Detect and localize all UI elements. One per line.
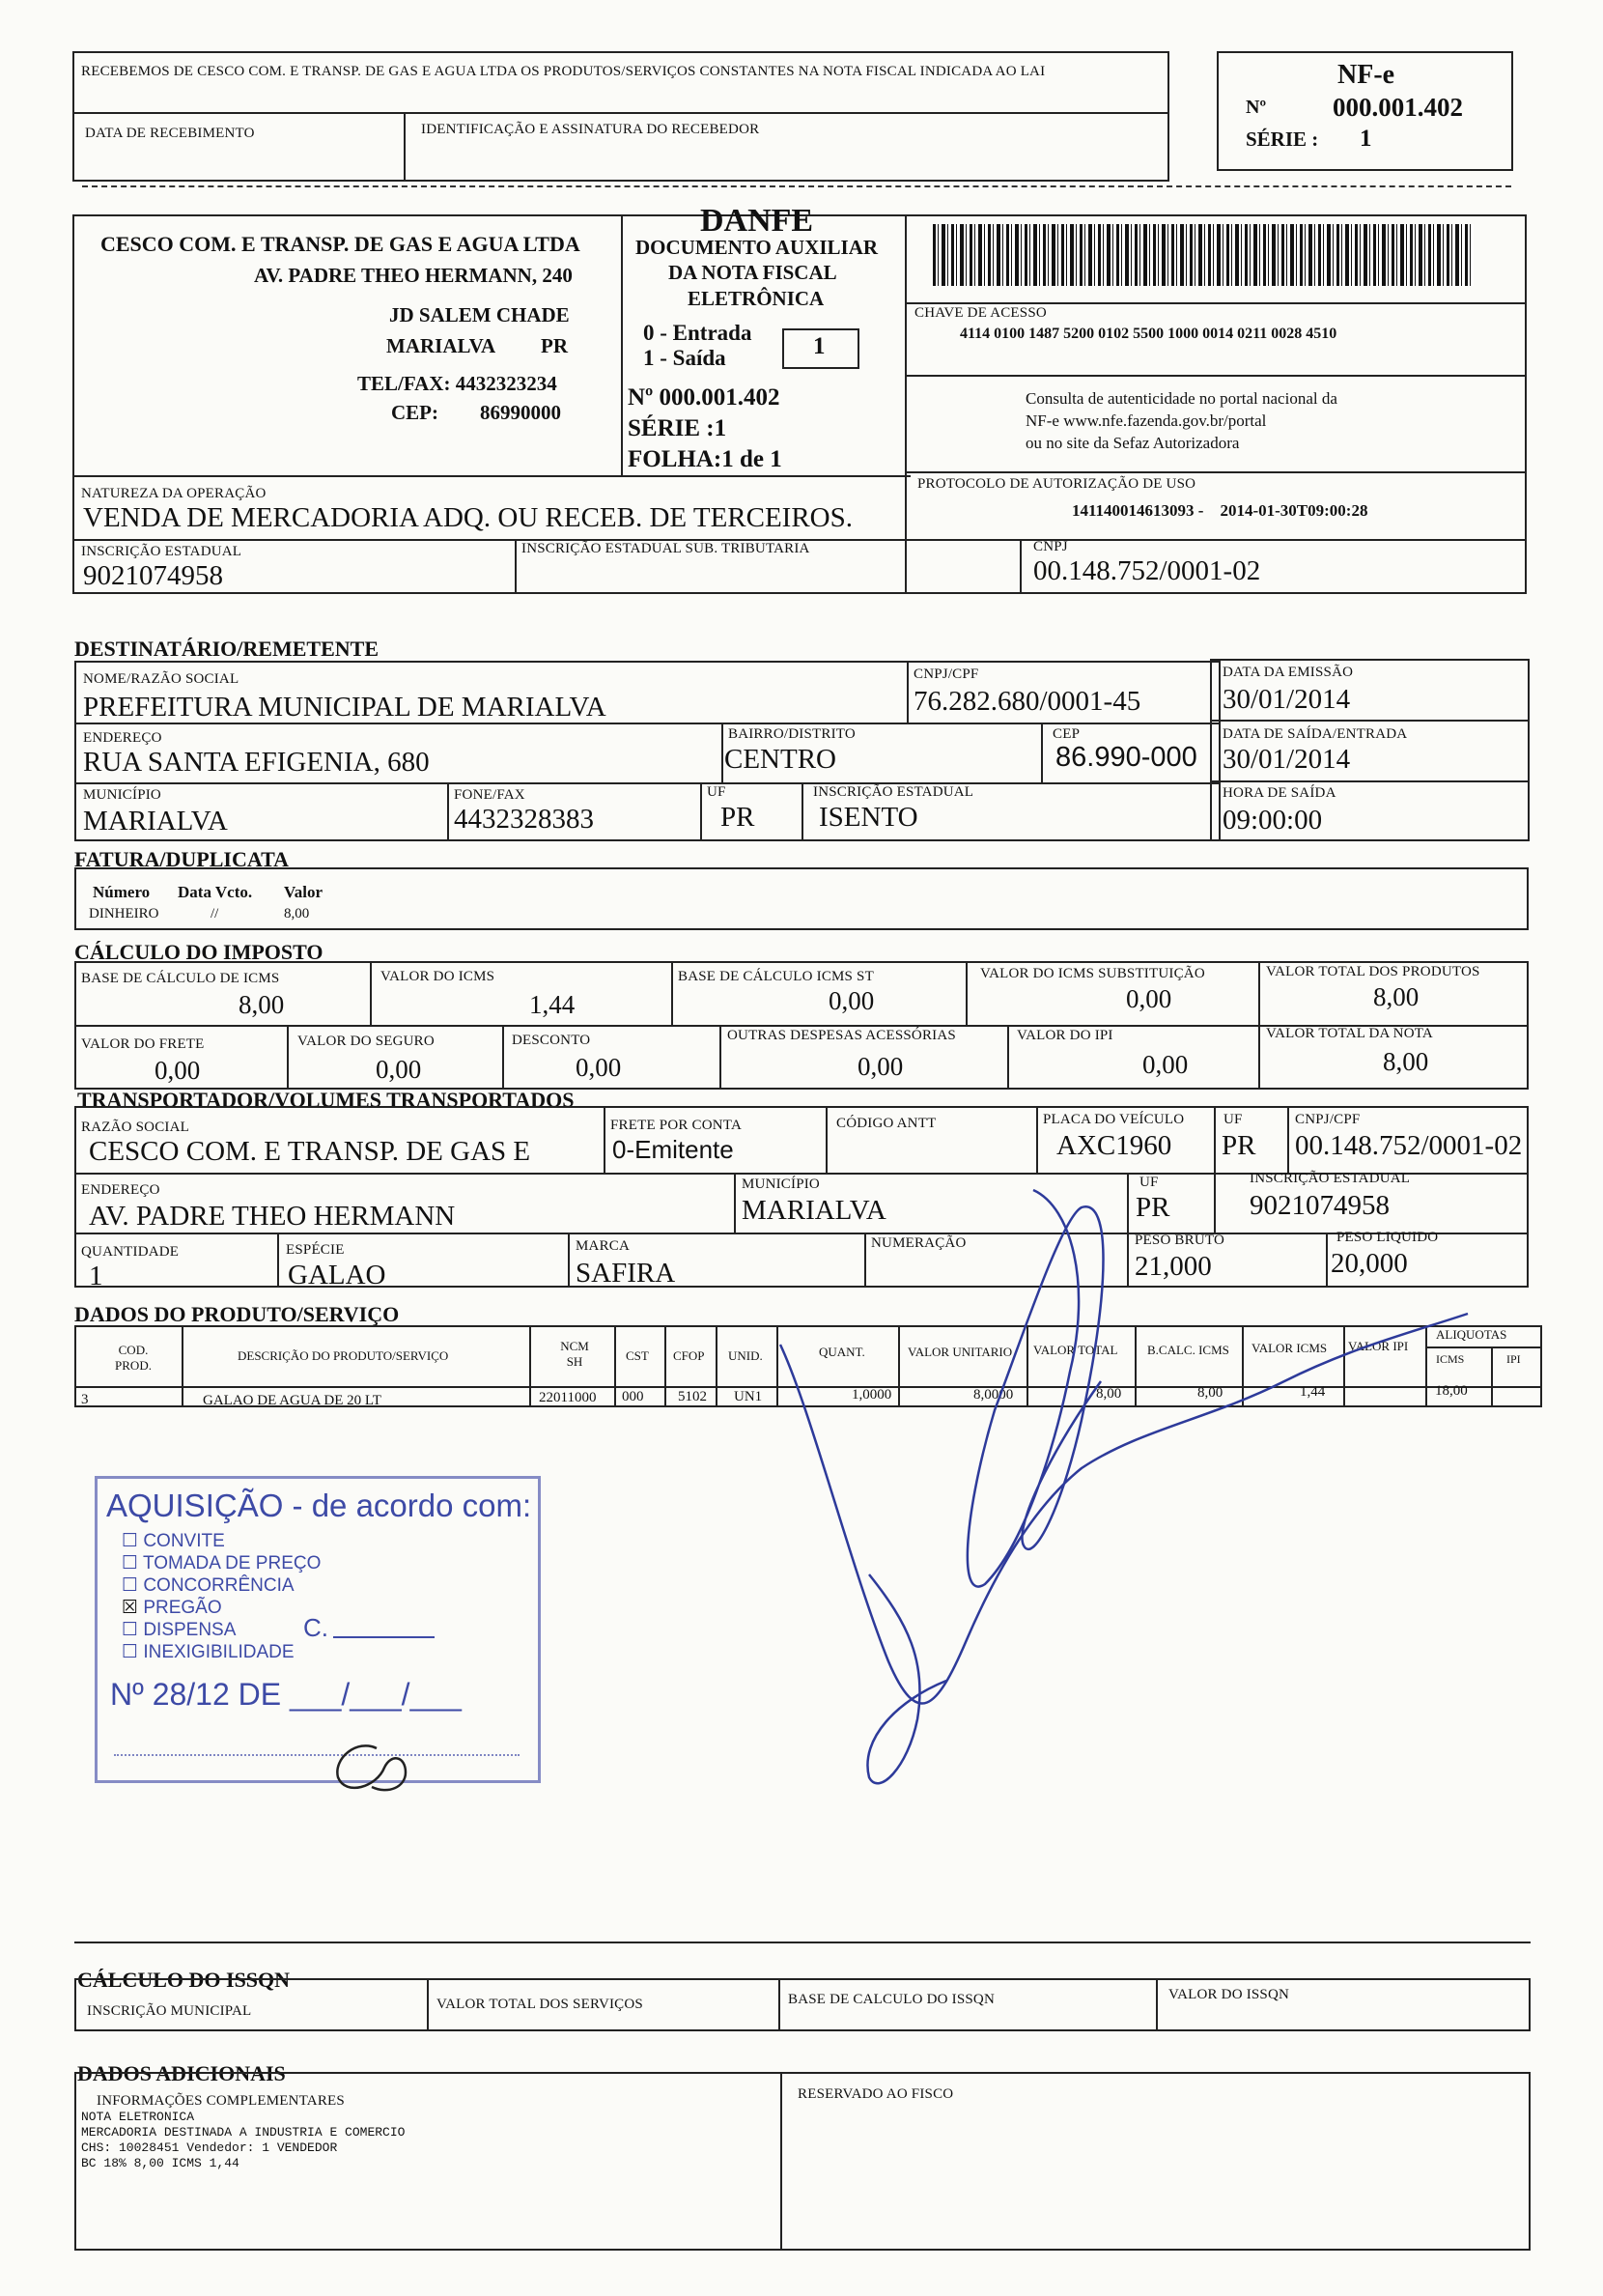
- h-cst: CST: [626, 1348, 649, 1363]
- transp-uf2: PR: [1136, 1192, 1170, 1223]
- hora-label: HORA DE SAÍDA: [1223, 785, 1336, 801]
- row-bcalc: 8,00: [1197, 1385, 1223, 1401]
- frete-value: 0,00: [155, 1056, 201, 1085]
- row-unid: UN1: [734, 1389, 763, 1404]
- nfe-num-label: Nº: [1246, 97, 1267, 118]
- emitter-cep-label: CEP:: [391, 401, 438, 424]
- h-aliq-icms: ICMS: [1436, 1352, 1465, 1366]
- row-cst: 000: [622, 1389, 644, 1404]
- emissao-label: DATA DA EMISSÃO: [1223, 665, 1354, 680]
- emitter-city: MARIALVA: [386, 334, 496, 357]
- base-icms-value: 8,00: [239, 990, 285, 1019]
- row-vunit: 8,0000: [973, 1387, 1014, 1403]
- recipient-address-label: ENDEREÇO: [83, 730, 162, 746]
- transp-placa-label: PLACA DO VEÍCULO: [1043, 1112, 1185, 1127]
- row-ncm: 22011000: [539, 1390, 597, 1405]
- nfe-number: 000.001.402: [1333, 93, 1463, 122]
- outras-value: 0,00: [858, 1052, 904, 1081]
- transp-uf2-label: UF: [1139, 1175, 1159, 1190]
- qtd-label: QUANTIDADE: [81, 1244, 180, 1260]
- recipient-cnpj-label: CNPJ/CPF: [914, 666, 979, 682]
- recipient-cep-label: CEP: [1053, 726, 1081, 742]
- fatura-valor: 8,00: [284, 906, 310, 921]
- transp-ie-label: INSCRIÇÃO ESTADUAL: [1250, 1171, 1411, 1186]
- ipi-label: VALOR DO IPI: [1017, 1028, 1113, 1043]
- nfe-serie: 1: [1360, 126, 1372, 152]
- danfe-saida: 1 - Saída: [643, 346, 726, 370]
- h-cfop: CFOP: [673, 1348, 705, 1363]
- receipt-date-label: DATA DE RECEBIMENTO: [85, 126, 255, 141]
- marca-label: MARCA: [576, 1238, 631, 1254]
- stamp-c-label: C.: [303, 1613, 328, 1642]
- issqn-servicos-label: VALOR TOTAL DOS SERVIÇOS: [436, 1997, 643, 2012]
- saida-value: 30/01/2014: [1223, 744, 1351, 775]
- receipt-text: RECEBEMOS DE CESCO COM. E TRANSP. DE GAS E AGUA LTDA OS PRODUTOS/SERVIÇOS CONSTANTES NA NOTA FISCAL INDICADA AO LAI: [81, 64, 1046, 79]
- recipient-name: PREFEITURA MUNICIPAL DE MARIALVA: [83, 692, 606, 723]
- desconto-label: DESCONTO: [512, 1033, 591, 1048]
- recipient-address: RUA SANTA EFIGENIA, 680: [83, 747, 430, 778]
- transp-endereco-label: ENDEREÇO: [81, 1182, 160, 1198]
- hora-value: 09:00:00: [1223, 805, 1323, 836]
- issqn-section-title: CÁLCULO DO ISSQN: [77, 1968, 291, 1992]
- transp-ie: 9021074958: [1250, 1190, 1390, 1221]
- info-line-2: MERCADORIA DESTINADA A INDUSTRIA E COMERCIO: [81, 2125, 406, 2140]
- row-quant: 1,0000: [852, 1387, 892, 1403]
- bairro-value: CENTRO: [724, 744, 836, 775]
- protocolo-label: PROTOCOLO DE AUTORIZAÇÃO DE USO: [917, 476, 1196, 492]
- danfe-type-value: 1: [813, 333, 826, 359]
- row-cfop: 5102: [678, 1389, 707, 1404]
- stamp-number: Nº 28/12 DE ___/___/___: [110, 1677, 462, 1712]
- valor-icms-label: VALOR DO ICMS: [380, 969, 495, 984]
- natureza-label: NATUREZA DA OPERAÇÃO: [81, 486, 267, 501]
- info-line-1: NOTA ELETRONICA: [81, 2110, 195, 2124]
- base-st-value: 0,00: [829, 986, 875, 1015]
- receipt-signature-label: IDENTIFICAÇÃO E ASSINATURA DO RECEBEDOR: [421, 122, 760, 137]
- emitter-address: AV. PADRE THEO HERMANN, 240: [254, 264, 573, 287]
- icms-sub-value: 0,00: [1126, 984, 1172, 1013]
- info-line-4: BC 18% 8,00 ICMS 1,44: [81, 2156, 239, 2170]
- row-vtotal: 8,00: [1096, 1386, 1122, 1402]
- ipi-value: 0,00: [1142, 1050, 1189, 1079]
- emitter-tel: TEL/FAX: 4432323234: [357, 372, 557, 395]
- total-prod-value: 8,00: [1373, 982, 1420, 1011]
- row-aliq-icms: 18,00: [1435, 1383, 1468, 1399]
- h-quant: QUANT.: [819, 1345, 865, 1359]
- fisco-label: RESERVADO AO FISCO: [798, 2086, 954, 2102]
- recipient-ie-label: INSCRIÇÃO ESTADUAL: [813, 784, 974, 800]
- emitter-name: CESCO COM. E TRANSP. DE GAS E AGUA LTDA: [100, 232, 580, 256]
- emitter-district: JD SALEM CHADE: [389, 303, 570, 326]
- saida-label: DATA DE SAÍDA/ENTRADA: [1223, 726, 1408, 742]
- issqn-base-label: BASE DE CALCULO DO ISSQN: [788, 1992, 995, 2007]
- danfe-entrada: 0 - Entrada: [643, 321, 752, 345]
- liquido-label: PESO LIQUIDO: [1336, 1230, 1439, 1245]
- stamp-option-4: ☐ DISPENSA: [122, 1620, 237, 1640]
- danfe-numero: Nº 000.001.402: [628, 384, 780, 411]
- stamp-option-0: ☐ CONVITE: [122, 1531, 225, 1551]
- issqn-top-rule: [74, 1942, 1531, 1943]
- emitter-cep: 86990000: [480, 401, 561, 424]
- transp-cnpj: 00.148.752/0001-02: [1295, 1130, 1523, 1161]
- emitter-cnpj-value: 00.148.752/0001-02: [1033, 555, 1261, 586]
- h-aliq: ALIQUOTAS: [1436, 1327, 1507, 1342]
- issqn-im-label: INSCRIÇÃO MUNICIPAL: [87, 2003, 252, 2019]
- transp-municipio-label: MUNICÍPIO: [742, 1176, 820, 1192]
- especie-value: GALAO: [288, 1260, 386, 1290]
- recipient-section-title: DESTINATÁRIO/REMETENTE: [74, 637, 379, 661]
- ie-label: INSCRIÇÃO ESTADUAL: [81, 544, 242, 559]
- danfe-folha: FOLHA:1 de 1: [628, 446, 782, 472]
- valor-icms-value: 1,44: [529, 990, 576, 1019]
- base-st-label: BASE DE CÁLCULO ICMS ST: [678, 969, 874, 984]
- nfe-title: NF-e: [1337, 60, 1395, 90]
- transp-cnpj-label: CNPJ/CPF: [1295, 1112, 1361, 1127]
- h-vtotal: VALOR TOTAL: [1033, 1343, 1118, 1357]
- total-nota-label: VALOR TOTAL DA NOTA: [1266, 1026, 1433, 1041]
- municipio-value: MARIALVA: [83, 806, 228, 836]
- liquido-value: 20,000: [1331, 1248, 1408, 1279]
- h-desc: DESCRIÇÃO DO PRODUTO/SERVIÇO: [238, 1348, 449, 1363]
- seguro-value: 0,00: [376, 1055, 422, 1084]
- ie-value: 9021074958: [83, 560, 223, 591]
- h-vicms: VALOR ICMS: [1251, 1341, 1328, 1355]
- h-vunit: VALOR UNITARIO: [908, 1345, 1013, 1359]
- bairro-label: BAIRRO/DISTRITO: [728, 726, 856, 742]
- recipient-ie: ISENTO: [819, 802, 918, 833]
- total-nota-value: 8,00: [1383, 1047, 1429, 1076]
- h-unid: UNID.: [728, 1348, 763, 1363]
- danfe-subtitle-1: DOCUMENTO AUXILIAR: [635, 236, 879, 259]
- adicionais-section-title: DADOS ADICIONAIS: [77, 2061, 286, 2085]
- fatura-h-valor: Valor: [284, 883, 323, 901]
- base-icms-label: BASE DE CÁLCULO DE ICMS: [81, 971, 280, 986]
- total-prod-label: VALOR TOTAL DOS PRODUTOS: [1266, 964, 1480, 979]
- recipient-uf-label: UF: [707, 784, 726, 800]
- access-key-label: CHAVE DE ACESSO: [914, 305, 1047, 321]
- emitter-state: PR: [541, 334, 568, 357]
- qtd-value: 1: [89, 1261, 103, 1291]
- transporte-section-title: TRANSPORTADOR/VOLUMES TRANSPORTADOS: [77, 1088, 575, 1112]
- fatura-numero: DINHEIRO: [89, 906, 159, 921]
- info-label: INFORMAÇÕES COMPLEMENTARES: [97, 2093, 345, 2109]
- especie-label: ESPÉCIE: [286, 1242, 345, 1258]
- row-cod: 3: [81, 1392, 89, 1407]
- seguro-label: VALOR DO SEGURO: [297, 1034, 435, 1049]
- fatura-h-numero: Número: [93, 883, 151, 901]
- imposto-section-title: CÁLCULO DO IMPOSTO: [74, 940, 323, 964]
- h-bcalc: B.CALC. ICMS: [1147, 1343, 1229, 1357]
- transp-razao: CESCO COM. E TRANSP. DE GAS E: [89, 1136, 531, 1167]
- danfe-subtitle-3: ELETRÔNICA: [688, 287, 825, 310]
- transp-placa: AXC1960: [1056, 1130, 1172, 1161]
- frete-label: VALOR DO FRETE: [81, 1036, 205, 1052]
- danfe-serie: SÉRIE :1: [628, 415, 727, 441]
- icms-sub-label: VALOR DO ICMS SUBSTITUIÇÃO: [980, 966, 1205, 981]
- stamp-title: AQUISIÇÃO - de acordo com:: [106, 1488, 532, 1523]
- transp-antt-label: CÓDIGO ANTT: [836, 1116, 937, 1131]
- info-line-3: CHS: 10028451 Vendedor: 1 VENDEDOR: [81, 2140, 338, 2155]
- fone-value: 4432328383: [454, 804, 594, 835]
- stamp-option-3: ☒ PREGÃO: [122, 1598, 222, 1618]
- bruto-label: PESO BRUTO: [1135, 1233, 1224, 1248]
- recipient-name-label: NOME/RAZÃO SOCIAL: [83, 671, 239, 687]
- recipient-cnpj: 76.282.680/0001-45: [914, 686, 1141, 717]
- h-aliq-ipi: IPI: [1506, 1352, 1521, 1366]
- transp-frete-label: FRETE POR CONTA: [610, 1118, 742, 1133]
- transp-uf: PR: [1222, 1130, 1256, 1161]
- transp-uf-label: UF: [1223, 1112, 1243, 1127]
- protocolo-value: 141140014613093 - 2014-01-30T09:00:28: [1072, 501, 1368, 520]
- issqn-valor-label: VALOR DO ISSQN: [1168, 1987, 1290, 2002]
- consulta-line-1: Consulta de autenticidade no portal nacional da: [1026, 389, 1337, 408]
- transp-frete: 0-Emitente: [612, 1135, 734, 1164]
- transp-municipio: MARIALVA: [742, 1195, 886, 1226]
- nfe-serie-label: SÉRIE :: [1246, 128, 1319, 151]
- transp-endereco: AV. PADRE THEO HERMANN: [89, 1201, 456, 1232]
- outras-label: OUTRAS DESPESAS ACESSÓRIAS: [727, 1028, 956, 1043]
- emissao-value: 30/01/2014: [1223, 684, 1351, 715]
- numeracao-label: NUMERAÇÃO: [871, 1235, 967, 1251]
- consulta-line-2: NF-e www.nfe.fazenda.gov.br/portal: [1026, 411, 1267, 430]
- consulta-line-3: ou no site da Sefaz Autorizadora: [1026, 434, 1240, 452]
- fone-label: FONE/FAX: [454, 787, 525, 803]
- fatura-section-title: FATURA/DUPLICATA: [74, 847, 290, 871]
- natureza-value: VENDA DE MERCADORIA ADQ. OU RECEB. DE TERCEIROS.: [83, 502, 854, 533]
- municipio-label: MUNICÍPIO: [83, 787, 161, 803]
- stamp-option-5: ☐ INEXIGIBILIDADE: [122, 1642, 295, 1662]
- h-cod: COD. PROD.: [115, 1343, 152, 1373]
- h-ncm: NCM SH: [560, 1339, 589, 1369]
- danfe-subtitle-2: DA NOTA FISCAL: [668, 261, 837, 284]
- recipient-uf: PR: [720, 802, 755, 833]
- ie-st-label: INSCRIÇÃO ESTADUAL SUB. TRIBUTARIA: [521, 541, 810, 556]
- produtos-section-title: DADOS DO PRODUTO/SERVIÇO: [74, 1302, 400, 1326]
- desconto-value: 0,00: [576, 1053, 622, 1082]
- stamp-option-2: ☐ CONCORRÊNCIA: [122, 1575, 295, 1596]
- fatura-h-venc: Data Vcto.: [178, 883, 253, 901]
- stamp-option-1: ☐ TOMADA DE PREÇO: [122, 1553, 322, 1573]
- h-vipi: VALOR IPI: [1348, 1339, 1409, 1353]
- marca-value: SAFIRA: [576, 1258, 676, 1289]
- transp-razao-label: RAZÃO SOCIAL: [81, 1120, 189, 1135]
- access-key: 4114 0100 1487 5200 0102 5500 1000 0014 0211 0028 4510: [960, 326, 1337, 342]
- emitter-cnpj-label: CNPJ: [1033, 539, 1068, 554]
- bruto-value: 21,000: [1135, 1251, 1212, 1282]
- row-desc: GALAO DE AGUA DE 20 LT: [203, 1393, 381, 1408]
- danfe-title: DANFE: [700, 203, 814, 239]
- recipient-cep: 86.990-000: [1055, 742, 1197, 773]
- fatura-venc: //: [211, 906, 219, 921]
- row-vicms: 1,44: [1300, 1384, 1326, 1400]
